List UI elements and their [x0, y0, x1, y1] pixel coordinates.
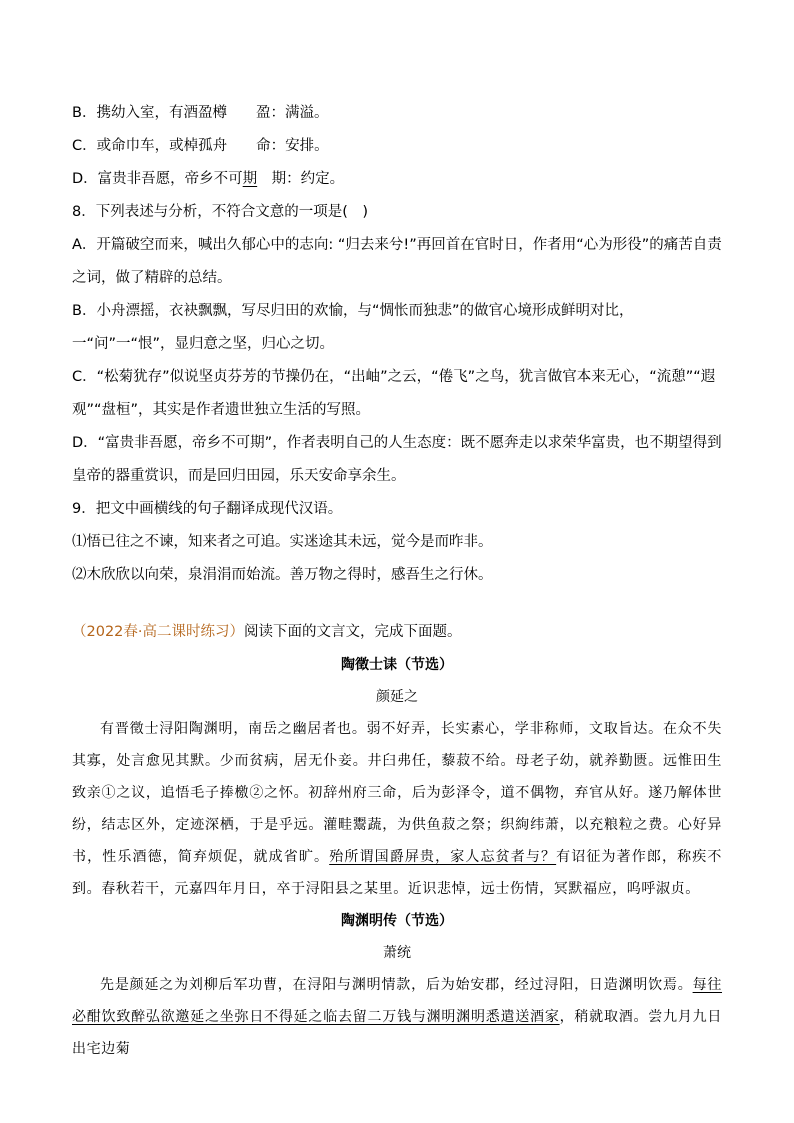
source-tag: （2022春·高二课时练习）	[72, 624, 245, 640]
passage-2-text-a: 先是颜延之为刘柳后军功曹，在浔阳与渊明情款，后为始安郡，经过浔阳，日造渊明饮焉。	[100, 977, 693, 993]
q8-stem: 8．下列表述与分析，不符合文意的一项是( )	[72, 204, 369, 220]
q9-sentence-2: ⑵木欣欣以向荣，泉涓涓而始流。善万物之得时，感吾生之行休。	[72, 567, 493, 583]
passage-2-title: 陶渊明传（节选）	[341, 913, 453, 929]
passage-1-underlined-sentence: 殆所谓国爵屏贵，家人忘贫者与？	[329, 849, 557, 865]
passage-2-body	[72, 969, 722, 1065]
reading-instruction: 阅读下面的文言文，完成下面题。	[244, 624, 462, 640]
q8-option-b: B．小舟漂摇，衣袂飘飘，写尽归田的欢愉，与“惆怅而独悲”的做官心境形成鲜明对比，一“问”一“恨”，显归意之坚，归心之切。	[72, 303, 634, 352]
q7-option-d-text: D．富贵非吾愿，帝乡不可	[72, 171, 243, 187]
passage-2-author: 萧统	[383, 945, 411, 961]
passage-1-body	[72, 713, 722, 905]
q7-option-c: C．或命巾车，或棹孤舟 命：安排。	[72, 138, 329, 154]
reading-section-header	[72, 616, 722, 649]
q7-option-d-gloss: 期：约定。	[257, 171, 345, 187]
passage-1-title: 陶徵士诔（节选）	[341, 657, 453, 673]
passage-1-author: 颜延之	[376, 689, 418, 705]
q7-option-b: B．携幼入室，有酒盈樽 盈：满溢。	[72, 105, 329, 121]
passage-1-text-b: 有诏征为著作郎，称疾不到。春秋若干，元嘉四年月日，卒于浔阳县之某里。近识悲悼，远士伤情，冥默福应，呜呼淑贞。	[72, 849, 723, 897]
q8-option-d: D．“富贵非吾愿，帝乡不可期”，作者表明自己的人生态度：既不愿奔走以求荣华富贵，也不期望得到皇帝的器重赏识，而是回归田园，乐天安命享余生。	[72, 435, 722, 484]
q8-option-a: A．开篇破空而来，喊出久郁心中的志向: “归去来兮!”再回首在官时日，作者用“心为形役”的痛苦自责之词，做了精辟的总结。	[72, 237, 722, 286]
passage-2-text-b: ，稍就取酒。尝九月九日出宅边菊	[72, 1009, 722, 1057]
document-content	[72, 97, 722, 1065]
section-gap	[72, 592, 722, 616]
passage-1-text-a: 有晋徵士浔阳陶渊明，南岳之幽居者也。弱不好弄，长实素心，学非称师，文取旨达。在众不失其寡，处言愈见其默。少而贫病，居无仆妾。井臼弗任，藜菽不给。母老子幼，就养勤匮。远惟田生致亲①之议，追悟毛子捧檄②之怀。初辞州府三命，后为彭泽令，道不偶物，弃官从好。遂乃解体世纷，结志区外，定迹深栖，于是乎远。灌畦鬻蔬，为供鱼菽之祭；织絇纬萧，以充粮粒之费。心好异书，性乐酒德，简弃烦促，就成省旷。	[72, 721, 722, 865]
q7-option-d-underlined-word: 期	[242, 171, 258, 187]
q9-stem: 9．把文中画横线的句子翻译成现代汉语。	[72, 501, 343, 517]
q8-option-c: C．“松菊犹存”似说坚贞芬芳的节操仍在，“出岫”之云，“倦飞”之鸟，犹言做官本来无心，“流憩”“遐观”“盘桓”，其实是作者遗世独立生活的写照。	[72, 369, 716, 418]
passage-2-underlined-sentence: 每往必酣饮致醉弘欲邀延之坐弥日不得延之临去留二万钱与渊明渊明悉遣送酒家	[72, 977, 723, 1025]
q9-sentence-1: ⑴悟已往之不谏，知来者之可追。实迷途其未远，觉今是而昨非。	[72, 534, 493, 550]
q7-option-d	[72, 163, 722, 196]
